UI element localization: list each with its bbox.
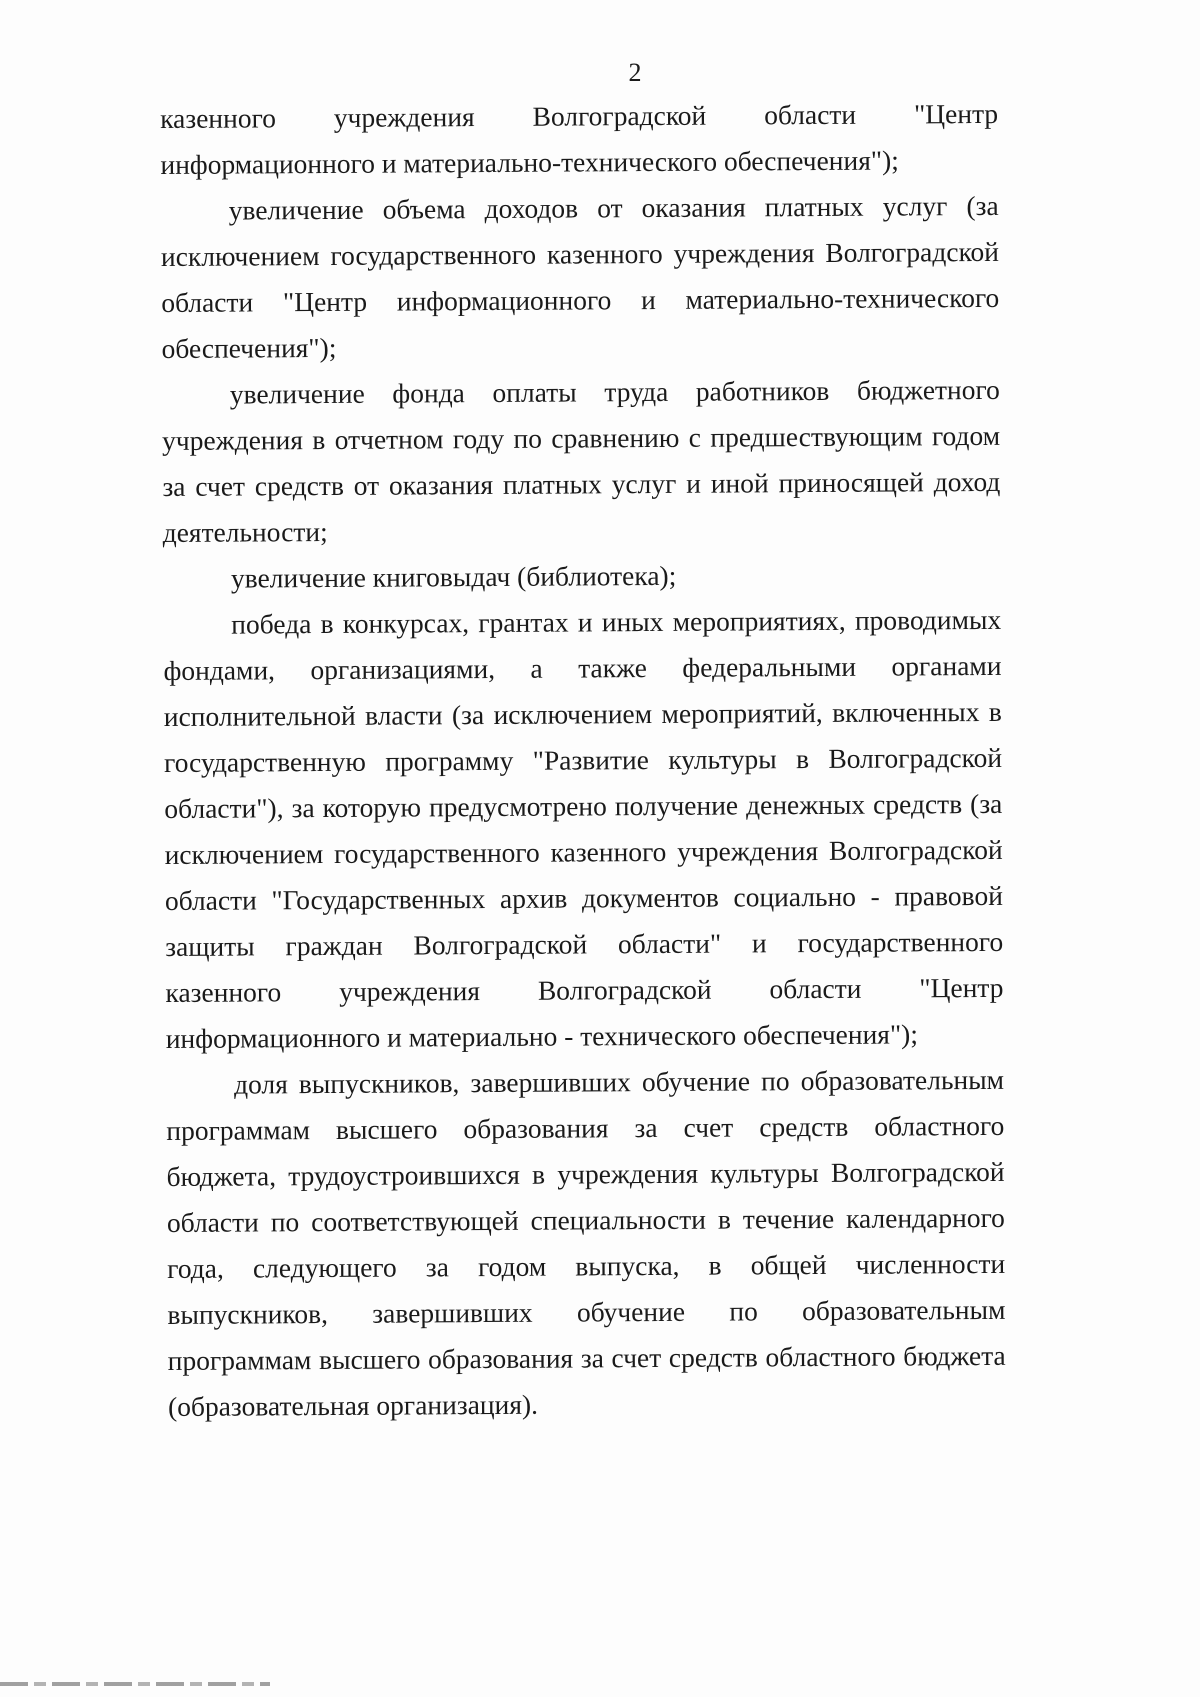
paragraph-continuation: казенного учреждения Волгоградской области "Центр информационного и материально-технического обеспечения"); bbox=[160, 97, 999, 180]
paragraph-book-lending: увеличение книговыдач (библиотека); bbox=[230, 559, 677, 594]
paragraph-payroll-fund: увеличение фонда оплаты труда работников бюджетного учреждения в отчетном году по сравнению с предшествующим годом за счет средств от оказания платных услуг и иной приносящей доход деятельности; bbox=[162, 373, 1001, 548]
page-number: 2 bbox=[628, 58, 642, 87]
paragraph-graduate-employment: доля выпускников, завершивших обучение по образовательным программам высшего образования за счет средств областного бюджета, трудоустроившихся в учреждения культуры Волгоградской области по соответствующей специальности в течение календарного года, следующего за годом выпуска, в общей численности выпускников, завершивших обучение по образовательным программам высшего образования за счет средств областного бюджета (образовательная организация). bbox=[166, 1063, 1006, 1422]
document-body bbox=[160, 91, 1006, 1430]
paragraph-contest-wins: победа в конкурсах, грантах и иных мероприятиях, проводимых фондами, организациями, а также федеральными органами исполнительной власти (за исключением мероприятий, включенных в государственную программу "Развитие культуры в Волгоградской области"), за которую предусмотрено получение денежных средств (за исключением государственного казенного учреждения Волгоградской области "Государственных архив документов социально - правовой защиты граждан Волгоградской области" и государственного казенного учреждения Волгоградской области "Центр информационного и материально - технического обеспечения"); bbox=[163, 603, 1004, 1054]
paragraph-paid-services-income: увеличение объема доходов от оказания платных услуг (за исключением государственного казенного учреждения Волгоградской области "Центр информационного и материально-технического обеспечения"); bbox=[160, 189, 1000, 364]
scan-artifact-line bbox=[0, 1682, 270, 1686]
